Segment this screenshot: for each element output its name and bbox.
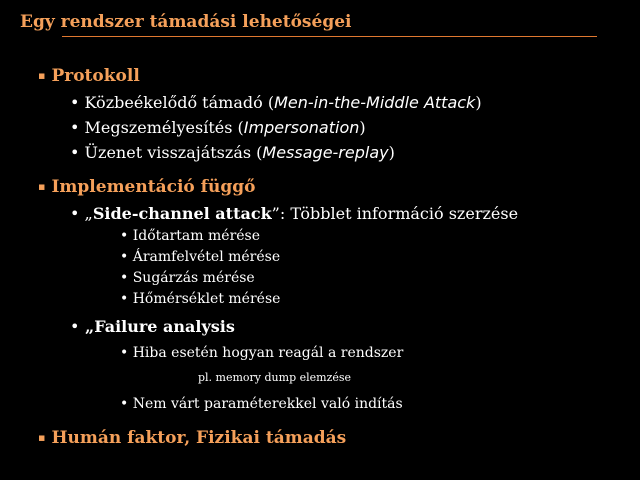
- sub-list-item: [120, 291, 280, 307]
- sub-item-text: Nem várt paraméterekkel való indítás: [132, 396, 403, 412]
- sub-item-text: Hőmérséklet mérése: [132, 291, 281, 307]
- item-english-term: Men-in-the-Middle Attack: [274, 93, 476, 112]
- dot-bullet-icon: •: [70, 204, 80, 223]
- item-text: Megszemélyesítés (: [84, 118, 244, 137]
- dot-bullet-icon: •: [120, 345, 129, 361]
- item-english-term: Message-replay: [262, 143, 389, 162]
- sub-item-text: Sugárzás mérése: [132, 270, 255, 286]
- side-channel-desc: ”: Többlet információ szerzése: [271, 204, 519, 223]
- title-underline: [62, 36, 597, 37]
- sub-list-item: [120, 249, 280, 265]
- section-heading-protokoll: [38, 66, 140, 86]
- sub-list-item: [120, 228, 260, 244]
- square-bullet-icon: ▪: [38, 69, 46, 82]
- section-heading-label: Protokoll: [51, 66, 140, 86]
- section-heading-label: Humán faktor, Fizikai támadás: [51, 428, 347, 448]
- item-close: ): [388, 143, 395, 162]
- list-item: [70, 93, 482, 112]
- failure-analysis-label: „Failure analysis: [85, 317, 235, 336]
- dot-bullet-icon: •: [70, 93, 80, 112]
- dot-bullet-icon: •: [120, 228, 129, 244]
- section-heading-human: [38, 428, 346, 448]
- dot-bullet-icon: •: [120, 396, 129, 412]
- side-channel-term: Side-channel attack: [92, 204, 272, 223]
- dot-bullet-icon: •: [70, 118, 80, 137]
- list-item: [70, 143, 395, 162]
- dot-bullet-icon: •: [70, 143, 80, 162]
- sub-list-item: [120, 345, 403, 361]
- slide-title: Egy rendszer támadási lehetőségei: [20, 12, 352, 32]
- item-text: Üzenet visszajátszás (: [84, 143, 263, 162]
- sub-item-text: Hiba esetén hogyan reagál a rendszer: [132, 345, 404, 361]
- item-close: ): [475, 93, 482, 112]
- dot-bullet-icon: •: [120, 270, 129, 286]
- list-item: [70, 118, 366, 137]
- sub-list-item: [120, 270, 255, 286]
- side-channel-item: [70, 204, 518, 223]
- open-quote: „: [84, 204, 93, 223]
- item-close: ): [359, 118, 366, 137]
- item-text: Közbeékelődő támadó (: [84, 93, 275, 112]
- failure-analysis-item: [70, 317, 235, 336]
- sub-list-item: [120, 396, 403, 412]
- dot-bullet-icon: •: [70, 317, 80, 336]
- sub-item-text: Időtartam mérése: [132, 228, 261, 244]
- square-bullet-icon: ▪: [38, 431, 46, 444]
- dot-bullet-icon: •: [120, 291, 129, 307]
- dot-bullet-icon: •: [120, 249, 129, 265]
- sub-item-text: Áramfelvétel mérése: [132, 249, 281, 265]
- square-bullet-icon: ▪: [38, 180, 46, 193]
- example-note: pl. memory dump elemzése: [198, 371, 352, 384]
- section-heading-label: Implementáció függő: [51, 177, 256, 197]
- section-heading-implementacio: [38, 177, 255, 197]
- item-english-term: Impersonation: [243, 118, 360, 137]
